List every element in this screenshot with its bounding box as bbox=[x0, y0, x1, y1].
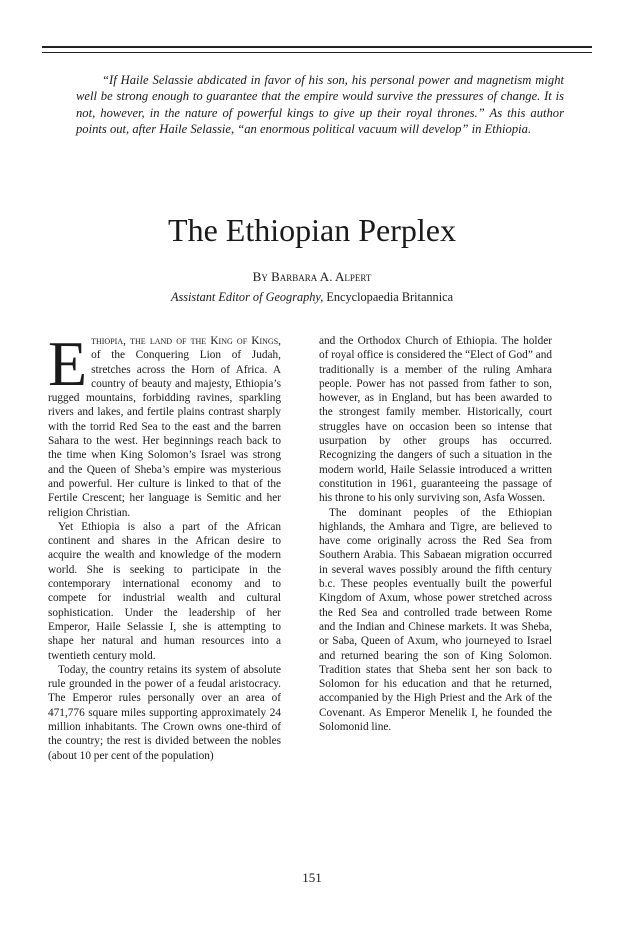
top-rule-thin bbox=[42, 52, 592, 53]
right-column bbox=[319, 334, 552, 734]
article-title: The Ethiopian Perplex bbox=[168, 212, 456, 248]
paragraph-3: Today, the country retains its system of absolute rule grounded in the power of a feudal aristocracy. The Emperor rules personally over an area of 471,776 square miles supporting approximately 24 million inhabitants. The Crown owns one-third of the country; the rest is divided between the nobles (about 10 per cent of the population) bbox=[48, 663, 281, 762]
pull-quote: “If Haile Selassie abdicated in favor of his son, his personal power and magnetism might well be strong enough to guarantee that the empire would survive the pressures of change. It is not, however, in the nature of powerful kings to give up their royal thrones.” As this author points out, after Haile Selassie, “an enormous political vacuum will develop” in Ethiopia. bbox=[76, 73, 564, 137]
page-number: 151 bbox=[302, 870, 322, 885]
author-role: Assistant Editor of Geography, bbox=[170, 290, 324, 304]
paragraph-2: Yet Ethiopia is also a part of the African continent and shares in the African desire to acquire the wealth and knowledge of the modern world. She is seeking to participate in the contemporary international economy and to compete for industrial wealth and cultural sophistication. Under the leadership of her Emperor, Haile Selassie I, she is attempting to shape her natural and human resources into a twentieth century mold. bbox=[48, 520, 281, 662]
paragraph-1 bbox=[48, 328, 281, 520]
paragraph-1-text: of the Conquering Lion of Judah, stretches across the Horn of Africa. A country of beauty and majesty, Ethiopia’s rugged mountains, forbidding ravines, sparkling rivers and lakes, and fertile plains contrast sharply with the torrid Red Sea to the east and the barren Sahara to the west. Her beginnings reach back to the time when King Solomon’s Israel was strong and the Queen of Sheba’s empire was mysterious and powerful. Her culture is linked to that of the Fertile Crescent; her language is Semitic and her religion Christian. bbox=[48, 349, 281, 519]
lead-in-small-caps: thiopia, the land of the King of Kings, bbox=[91, 335, 281, 347]
top-rule bbox=[42, 46, 592, 48]
author-organization: Encyclopaedia Britannica bbox=[326, 290, 454, 304]
paragraph-5: The dominant peoples of the Ethiopian highlands, the Amhara and Tigre, are believed to have come originally across the Red Sea from Southern Arabia. This Sabaean migration occurred in several waves possibly around the fifth century b.c. These peoples eventually built the powerful Kingdom of Axum, whose power stretched across the Red Sea and controlled trade between Rome and the Indian and Chinese markets. It was Sheba, or Saba, Queen of Axum, who journeyed to Israel and returned bearing the son of King Solomon. Tradition states that Sheba sent her son back to Solomon for his education and that he returned, accompanied by the High Priest and the Ark of the Covenant. As Emperor Menelik I, he founded the Solomonid line. bbox=[319, 506, 552, 734]
byline: By Barbara A. Alpert bbox=[252, 269, 372, 284]
drop-cap: E bbox=[48, 328, 88, 399]
paragraph-4: and the Orthodox Church of Ethiopia. The holder of royal office is considered the “Elect of God” and traditionally is a member of the ruling Amhara people. Power has not passed from father to son, however, as in England, but has been awarded to the strongest family member. Historically, court struggles have on occasion been so intense that usurpation by other groups has occurred. Recognizing the dangers of such a situation in the modern world, Haile Selassie introduced a written constitution in 1961, guaranteeing the passage of his throne to his only surviving son, Asfa Wossen. bbox=[319, 335, 552, 505]
author-affiliation bbox=[0, 290, 624, 305]
left-column bbox=[48, 328, 281, 763]
